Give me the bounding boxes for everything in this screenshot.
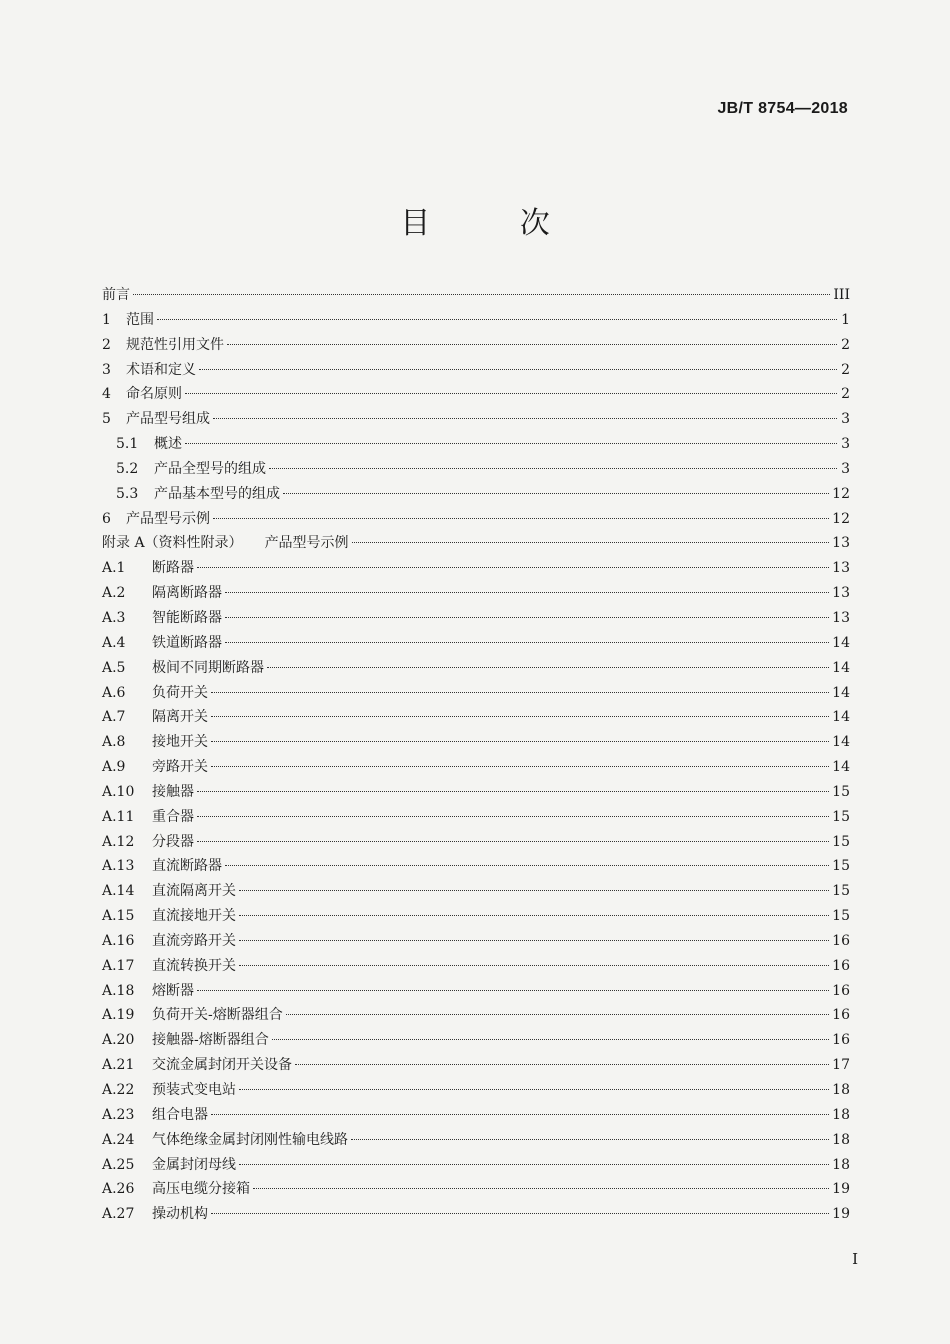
toc-entry-label: 金属封闭母线 bbox=[152, 1156, 236, 1173]
toc-entry-page: 19 bbox=[832, 1206, 850, 1223]
toc-entry[interactable] bbox=[102, 1078, 850, 1103]
dot-leader bbox=[211, 1213, 829, 1214]
toc-entry-number: A.7 bbox=[102, 709, 126, 726]
dot-leader bbox=[225, 642, 829, 643]
toc-entry-label: 隔离开关 bbox=[152, 709, 208, 726]
toc-entry-page: 14 bbox=[832, 759, 850, 776]
toc-entry[interactable] bbox=[102, 780, 850, 805]
toc-entry-page: 18 bbox=[832, 1156, 850, 1173]
toc-entry[interactable] bbox=[102, 308, 850, 333]
toc-entry-page: 13 bbox=[832, 609, 850, 626]
toc-entry-number: 5 bbox=[102, 411, 111, 428]
dot-leader bbox=[267, 667, 829, 668]
toc-entry-number: A.9 bbox=[102, 759, 126, 776]
toc-entry-page: 17 bbox=[832, 1057, 850, 1074]
toc-entry-label: 直流接地开关 bbox=[152, 908, 236, 925]
toc-entry-label: 熔断器 bbox=[152, 982, 194, 999]
toc-entry-label: 旁路开关 bbox=[152, 759, 208, 776]
toc-entry-label: 操动机构 bbox=[152, 1206, 208, 1223]
toc-entry-label: 直流断路器 bbox=[152, 858, 222, 875]
toc-entry[interactable] bbox=[102, 929, 850, 954]
dot-leader bbox=[133, 294, 830, 295]
toc-entry[interactable] bbox=[102, 283, 850, 308]
toc-entry-label: 接地开关 bbox=[152, 734, 208, 751]
toc-entry-page: 14 bbox=[832, 709, 850, 726]
toc-entry-page: 3 bbox=[841, 460, 850, 477]
toc-entry-page: 14 bbox=[832, 734, 850, 751]
dot-leader bbox=[295, 1064, 829, 1065]
toc-entry[interactable] bbox=[102, 656, 850, 681]
dot-leader bbox=[185, 393, 837, 394]
toc-entry-number: A.18 bbox=[102, 982, 135, 999]
toc-entry-number: 5.1 bbox=[116, 436, 139, 453]
dot-leader bbox=[239, 1089, 829, 1090]
toc-entry-number: A.26 bbox=[102, 1181, 135, 1198]
toc-entry[interactable] bbox=[102, 1177, 850, 1202]
toc-entry-page: 14 bbox=[832, 684, 850, 701]
toc-entry-number: 5.2 bbox=[116, 460, 139, 477]
toc-entry[interactable] bbox=[102, 457, 850, 482]
dot-leader bbox=[211, 766, 829, 767]
toc-entry-page: 18 bbox=[832, 1106, 850, 1123]
toc-entry[interactable] bbox=[102, 1103, 850, 1128]
toc-entry[interactable] bbox=[102, 1028, 850, 1053]
toc-entry-number: A.12 bbox=[102, 833, 135, 850]
toc-entry-number: A.14 bbox=[102, 883, 135, 900]
toc-entry[interactable] bbox=[102, 432, 850, 457]
toc-entry-label: 概述 bbox=[154, 436, 182, 453]
toc-entry-label: 接触器-熔断器组合 bbox=[152, 1032, 269, 1049]
toc-entry[interactable] bbox=[102, 879, 850, 904]
toc-entry[interactable] bbox=[102, 1153, 850, 1178]
toc-entry[interactable] bbox=[102, 1128, 850, 1153]
toc-entry-label: 重合器 bbox=[152, 808, 194, 825]
toc-entry-number: A.3 bbox=[102, 609, 126, 626]
toc-entry[interactable] bbox=[102, 681, 850, 706]
toc-entry-page: 1 bbox=[841, 311, 850, 328]
toc-entry-number: A.17 bbox=[102, 957, 135, 974]
dot-leader bbox=[283, 493, 829, 494]
page-number: I bbox=[852, 1250, 858, 1268]
toc-entry-page: 13 bbox=[832, 535, 850, 552]
toc-entry-page: 16 bbox=[832, 957, 850, 974]
dot-leader bbox=[211, 716, 829, 717]
toc-entry[interactable] bbox=[102, 531, 850, 556]
toc-entry-page: 14 bbox=[832, 659, 850, 676]
toc-entry[interactable] bbox=[102, 904, 850, 929]
toc-entry-number: A.16 bbox=[102, 932, 135, 949]
toc-entry-page: 3 bbox=[841, 411, 850, 428]
toc-entry[interactable] bbox=[102, 1202, 850, 1227]
toc-entry-number: 5.3 bbox=[116, 485, 139, 502]
toc-entry-number: A.22 bbox=[102, 1082, 135, 1098]
toc-entry-page: 16 bbox=[832, 1032, 850, 1049]
toc-entry-label: 智能断路器 bbox=[152, 609, 222, 626]
toc-entry-label: 负荷开关-熔断器组合 bbox=[152, 1007, 283, 1024]
dot-leader bbox=[239, 1164, 829, 1165]
toc-entry-label: 分段器 bbox=[152, 833, 194, 850]
toc-entry-page: 2 bbox=[841, 361, 850, 378]
toc-entry-label: 隔离断路器 bbox=[152, 585, 222, 602]
dot-leader bbox=[199, 369, 837, 370]
toc-entry[interactable] bbox=[102, 556, 850, 581]
toc-entry-label: 产品型号示例 bbox=[126, 510, 210, 527]
dot-leader bbox=[197, 841, 829, 842]
toc-entry[interactable] bbox=[102, 631, 850, 656]
toc-entry-number: A.23 bbox=[102, 1106, 135, 1123]
toc-entry-number: A.11 bbox=[102, 808, 135, 825]
toc-entry-page: 14 bbox=[832, 634, 850, 651]
toc-entry-page: 15 bbox=[832, 858, 850, 875]
toc-entry-number: 6 bbox=[102, 510, 111, 527]
toc-entry[interactable] bbox=[102, 954, 850, 979]
toc-entry-label: 组合电器 bbox=[152, 1106, 208, 1123]
toc-entry-number: A.6 bbox=[102, 684, 126, 701]
toc-entry-number: 2 bbox=[102, 336, 111, 353]
toc-entry[interactable] bbox=[102, 730, 850, 755]
dot-leader bbox=[239, 965, 829, 966]
dot-leader bbox=[157, 319, 837, 320]
dot-leader bbox=[185, 443, 837, 444]
dot-leader bbox=[239, 915, 829, 916]
dot-leader bbox=[272, 1039, 829, 1040]
toc-entry[interactable] bbox=[102, 333, 850, 358]
page-title: 目 次 bbox=[400, 206, 590, 241]
toc-entry-number: A.15 bbox=[102, 908, 135, 925]
dot-leader bbox=[225, 617, 829, 618]
dot-leader bbox=[197, 791, 829, 792]
toc-entry-label: 直流转换开关 bbox=[152, 957, 236, 974]
toc-entry-label: 交流金属封闭开关设备 bbox=[152, 1057, 292, 1074]
toc-entry-label: 规范性引用文件 bbox=[126, 336, 224, 353]
toc-entry-page: 16 bbox=[832, 1007, 850, 1024]
toc-entry-page: 16 bbox=[832, 982, 850, 999]
toc-entry-page: 18 bbox=[832, 1082, 850, 1098]
toc-entry-number: A.21 bbox=[102, 1057, 135, 1074]
toc-entry-label: 断路器 bbox=[152, 560, 194, 577]
toc-entry-label: 命名原则 bbox=[126, 386, 182, 403]
dot-leader bbox=[213, 518, 829, 519]
toc-entry[interactable] bbox=[102, 581, 850, 606]
toc-entry-number: A.10 bbox=[102, 783, 135, 800]
toc-entry[interactable] bbox=[102, 1053, 850, 1078]
dot-leader bbox=[197, 990, 829, 991]
dot-leader bbox=[225, 865, 829, 866]
dot-leader bbox=[197, 816, 829, 817]
toc-entry-page: 19 bbox=[832, 1181, 850, 1198]
toc-entry-label: 前言 bbox=[102, 287, 130, 303]
toc-entry[interactable] bbox=[102, 358, 850, 383]
dot-leader bbox=[351, 1139, 829, 1140]
toc-entry-number: A.24 bbox=[102, 1131, 135, 1148]
table-of-contents bbox=[102, 283, 850, 1227]
toc-entry[interactable] bbox=[102, 979, 850, 1004]
toc-entry-number: 附录 A（资料性附录） bbox=[102, 535, 243, 552]
toc-entry-page: 15 bbox=[832, 808, 850, 825]
toc-entry-number: 4 bbox=[102, 386, 111, 403]
toc-entry-number: 1 bbox=[102, 311, 111, 328]
toc-entry-label: 高压电缆分接箱 bbox=[152, 1181, 250, 1198]
toc-entry[interactable] bbox=[102, 606, 850, 631]
toc-entry-page: 13 bbox=[832, 585, 850, 602]
toc-entry-label: 接触器 bbox=[152, 783, 194, 800]
dot-leader bbox=[239, 940, 829, 941]
toc-entry-label: 范围 bbox=[126, 311, 154, 328]
dot-leader bbox=[211, 741, 829, 742]
dot-leader bbox=[211, 1114, 829, 1115]
toc-entry-label: 气体绝缘金属封闭刚性输电线路 bbox=[152, 1131, 348, 1148]
toc-entry[interactable] bbox=[102, 854, 850, 879]
toc-entry[interactable] bbox=[102, 482, 850, 507]
toc-entry-page: 15 bbox=[832, 908, 850, 925]
toc-entry-page: 2 bbox=[841, 386, 850, 403]
toc-entry[interactable] bbox=[102, 382, 850, 407]
toc-entry-number: A.27 bbox=[102, 1206, 135, 1223]
toc-entry-page: 13 bbox=[832, 560, 850, 577]
toc-entry-number: 3 bbox=[102, 361, 111, 378]
toc-entry[interactable] bbox=[102, 407, 850, 432]
toc-entry-label: 直流旁路开关 bbox=[152, 932, 236, 949]
toc-entry-label: 术语和定义 bbox=[126, 361, 196, 378]
toc-entry-label: 产品型号组成 bbox=[126, 411, 210, 428]
toc-entry[interactable] bbox=[102, 1003, 850, 1028]
toc-entry-page: 12 bbox=[832, 485, 850, 502]
toc-entry-label: 产品基本型号的组成 bbox=[154, 485, 280, 502]
toc-entry[interactable] bbox=[102, 805, 850, 830]
toc-entry[interactable] bbox=[102, 830, 850, 855]
toc-entry-number: A.20 bbox=[102, 1032, 135, 1049]
toc-entry-label: 产品全型号的组成 bbox=[154, 460, 266, 477]
toc-entry[interactable] bbox=[102, 755, 850, 780]
toc-entry-label: 预装式变电站 bbox=[152, 1082, 236, 1098]
dot-leader bbox=[239, 890, 829, 891]
toc-entry[interactable] bbox=[102, 705, 850, 730]
toc-entry-label: 铁道断路器 bbox=[152, 634, 222, 651]
dot-leader bbox=[213, 418, 837, 419]
toc-entry-page: 3 bbox=[841, 436, 850, 453]
toc-entry-page: 16 bbox=[832, 932, 850, 949]
toc-entry-page: 15 bbox=[832, 833, 850, 850]
toc-entry-page: 15 bbox=[832, 783, 850, 800]
toc-entry-page: 2 bbox=[841, 336, 850, 353]
toc-entry-page: III bbox=[833, 287, 850, 303]
toc-entry-page: 15 bbox=[832, 883, 850, 900]
toc-entry-label: 产品型号示例 bbox=[264, 535, 349, 552]
toc-entry-page: 12 bbox=[832, 510, 850, 527]
dot-leader bbox=[286, 1014, 829, 1015]
toc-entry-number: A.13 bbox=[102, 858, 135, 875]
toc-entry-label: 直流隔离开关 bbox=[152, 883, 236, 900]
toc-entry-number: A.5 bbox=[102, 659, 126, 676]
toc-entry-label: 负荷开关 bbox=[152, 684, 208, 701]
dot-leader bbox=[197, 567, 829, 568]
dot-leader bbox=[352, 542, 830, 543]
toc-entry-number: A.2 bbox=[102, 585, 126, 602]
dot-leader bbox=[253, 1188, 829, 1189]
toc-entry-label: 极间不同期断路器 bbox=[152, 659, 264, 676]
dot-leader bbox=[269, 468, 837, 469]
toc-entry-number: A.8 bbox=[102, 734, 126, 751]
toc-entry-number: A.1 bbox=[102, 560, 126, 577]
toc-entry-number: A.19 bbox=[102, 1007, 135, 1024]
toc-entry-page: 18 bbox=[832, 1131, 850, 1148]
toc-entry-number: A.25 bbox=[102, 1156, 135, 1173]
dot-leader bbox=[211, 692, 829, 693]
toc-entry[interactable] bbox=[102, 507, 850, 532]
toc-entry-number: A.4 bbox=[102, 634, 126, 651]
dot-leader bbox=[225, 592, 829, 593]
dot-leader bbox=[227, 344, 837, 345]
standard-code: JB/T 8754—2018 bbox=[717, 100, 848, 117]
